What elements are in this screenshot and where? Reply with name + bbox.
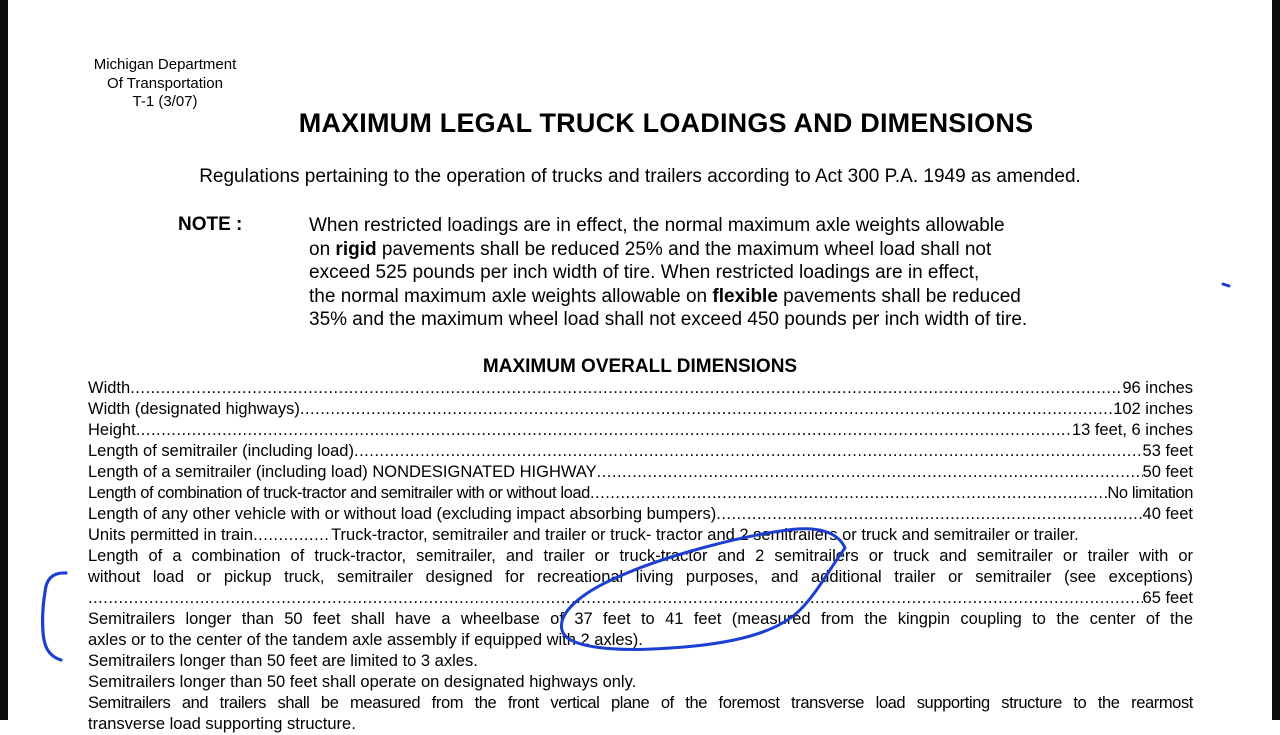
note-text: on <box>309 238 336 260</box>
dimension-label: Length of combination of truck-tractor and semitrailer with or without load <box>88 484 590 502</box>
dot-leader <box>88 588 1143 609</box>
note-paragraph: Semitrailers longer than 50 feet are limited to 3 axles. <box>88 652 478 670</box>
note-text: pavements shall be reduced 25% and the maximum wheel load shall not <box>376 238 992 260</box>
combination-value: 65 feet <box>1142 589 1193 607</box>
note-line <box>309 285 1109 309</box>
note-text: exceed 525 pounds per inch width of tire. When restricted loadings are in effect, <box>309 262 980 283</box>
org-line: Of Transportation <box>107 74 223 92</box>
dimension-value: 13 feet, 6 inches <box>1071 421 1193 439</box>
dot-leader <box>253 525 331 546</box>
dimension-label: Height <box>88 421 136 439</box>
section-title: MAXIMUM OVERALL DIMENSIONS <box>482 356 798 377</box>
dimension-label: Length of any other vehicle with or without load (excluding impact absorbing bumpers) <box>88 505 717 523</box>
dimension-label: Width (designated highways) <box>88 400 300 418</box>
note-body <box>309 214 1109 332</box>
units-row <box>88 525 1193 546</box>
combination-text: Length of a combination of truck-tractor, semitrailer, and trailer or truck-tractor and 2 semitrailers or truck and semitrailer or trailer with or <box>88 547 1193 565</box>
dimension-value: 50 feet <box>1142 463 1193 481</box>
note-paragraph: Semitrailers and trailers shall be measured from the front vertical plane of the foremost transverse load supporting structure to the rearmost <box>88 694 1193 712</box>
dimension-row <box>88 441 1193 462</box>
dot-leader <box>354 441 1143 462</box>
dot-leader <box>300 399 1113 420</box>
units-value: Truck-tractor, semitrailer and trailer or truck- tractor and 2 semitrailers or truck and semitrailer or trailer. <box>331 526 1079 544</box>
note-paragraph: axles or to the center of the tandem axle assembly if equipped with 2 axles). <box>88 631 643 649</box>
note-text: the normal maximum axle weights allowable on <box>309 285 713 307</box>
dimension-row <box>88 483 1193 504</box>
note-emphasis-rigid: rigid <box>335 238 377 260</box>
dimension-value: 53 feet <box>1142 442 1193 460</box>
note-paragraph: Semitrailers longer than 50 feet shall operate on designated highways only. <box>88 673 637 691</box>
note-text: pavements shall be reduced <box>777 285 1021 307</box>
dimension-row <box>88 399 1193 420</box>
dimension-row <box>88 462 1193 483</box>
dot-leader <box>136 420 1072 441</box>
note-emphasis-flexible: flexible <box>712 285 778 307</box>
pen-bracket <box>43 573 66 660</box>
dimension-row <box>88 378 1193 399</box>
dot-leader <box>597 462 1143 483</box>
dimension-value: No limitation <box>1107 484 1193 502</box>
dot-leader <box>130 378 1122 399</box>
pen-dot <box>1223 284 1229 286</box>
document-subtitle: Regulations pertaining to the operation of trucks and trailers according to Act 300 P.A. 1949 as amended. <box>199 166 1081 187</box>
note-line <box>309 238 1109 262</box>
dot-leader <box>716 504 1142 525</box>
dimension-row <box>88 420 1193 441</box>
org-header <box>80 56 250 112</box>
units-label: Units permitted in train <box>88 526 254 544</box>
dimension-label: Length of a semitrailer (including load) NONDESIGNATED HIGHWAY <box>88 463 597 481</box>
note-line <box>309 308 1109 332</box>
dimensions-list <box>88 378 1193 735</box>
dimension-label: Width <box>88 379 131 397</box>
combination-row <box>88 588 1193 609</box>
dimension-label: Length of semitrailer (including load) <box>88 442 354 460</box>
note-line <box>309 261 1109 285</box>
note-text: 35% and the maximum wheel load shall not exceed 450 pounds per inch width of tire. <box>309 309 1028 330</box>
dimension-value: 40 feet <box>1142 505 1193 523</box>
document-title: MAXIMUM LEGAL TRUCK LOADINGS AND DIMENSIONS <box>298 108 1034 138</box>
note-paragraph: Semitrailers longer than 50 feet shall have a wheelbase of 37 feet to 41 feet (measured from the kingpin coupling to the center of the <box>88 610 1193 628</box>
combination-text: without load or pickup truck, semitrailer designed for recreational living purposes, and additional trailer or semitrailer (see exceptions) <box>88 568 1193 586</box>
form-number: T-1 (3/07) <box>132 93 198 110</box>
dot-leader <box>590 483 1107 504</box>
org-line: Michigan Department <box>93 56 237 73</box>
note-line <box>309 214 1109 238</box>
dimension-row <box>88 504 1193 525</box>
dimension-value: 96 inches <box>1122 379 1193 397</box>
note-label: NOTE : <box>178 214 243 235</box>
dimension-value: 102 inches <box>1113 400 1193 418</box>
note-text: When restricted loadings are in effect, the normal maximum axle weights allowable <box>309 215 1005 236</box>
note-paragraph: transverse load supporting structure. <box>88 715 356 733</box>
